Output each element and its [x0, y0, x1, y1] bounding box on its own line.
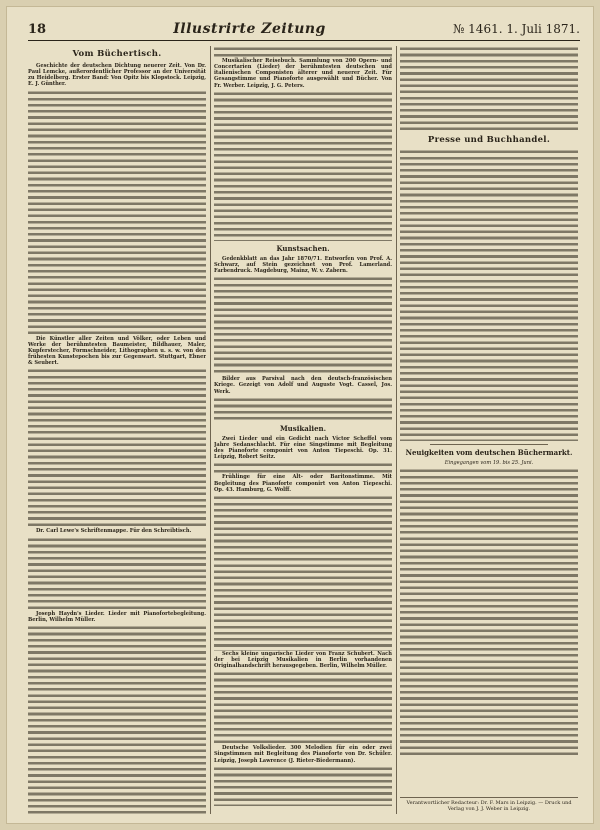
column-2 — [214, 46, 392, 816]
body-text — [214, 766, 392, 806]
body-text — [400, 46, 578, 132]
column-divider — [396, 46, 397, 814]
subsection-title-kunstsachen: Kunstsachen. — [276, 243, 330, 253]
body-text — [28, 625, 206, 816]
column-3 — [400, 46, 578, 816]
entry-heading: Zwei Lieder und ein Gedicht nach Victor Scheffel vom Jahre Sedanschlacht. Für eine Singstimme mit Begleitung des Pianoforte componirt von Anton Tiepeschi. Op. 31. Leipzig, Robert Seitz. — [214, 435, 392, 461]
body-text — [214, 495, 392, 651]
page-footer: Verantwortlicher Redacteur: Dr. F. Mars in Leipzig. — Druck und Verlag von J. J. Weber in Leipzig. — [400, 797, 578, 812]
entry-heading: Musikalischer Reisebuch. Sammlung von 200 Opern- und Concertarien (Lieder) der berühmtesten deutschen und italienischen Componisten älterer und neuerer Zeit. Für Gesangstimme und Pianoforte ausgewählt und Bücher. Von Fr. Werber. Leipzig, J. G. Peters. — [214, 58, 392, 89]
entry-heading: Gedenkblatt an das Jahr 1870/71. Entworfen von Prof. A. Schwarz, auf Stein gezeichnet von Prof. Lamerland. Farbendruck. Magdeburg, Mainz, W. v. Zabern. — [214, 255, 392, 275]
entry-heading: Geschichte der deutschen Dichtung neuerer Zeit. Von Dr. Paul Lemcke, außerordentlicher Professor an der Universität zu Heidelberg. Erster Band: Von Opitz bis Klopstock. Leipzig, E. J. Günther. — [28, 63, 206, 88]
book-list — [400, 468, 578, 758]
newspaper-title: Illustrirte Zeitung — [173, 21, 326, 37]
newspaper-page — [6, 6, 594, 824]
page-header — [28, 18, 580, 41]
column-1 — [28, 46, 206, 816]
column-divider — [210, 46, 211, 814]
subsection-title-musikalien: Musikalien. — [279, 423, 327, 433]
body-text — [214, 462, 392, 474]
body-text — [400, 149, 578, 441]
subsection-title-neuigkeiten: Neuigkeiten vom deutschen Büchermarkt. — [405, 448, 573, 457]
body-text — [214, 397, 392, 421]
entry-heading: Dr. Carl Lewe's Schriftenmappe. Für den Schreibtisch. — [36, 528, 192, 535]
body-text — [28, 537, 206, 611]
entry-heading: Sechs kleine ungarische Lieder von Franz Schubert. Nach der bei Leipzig Musikalien in Berlin vorhandenen Originalhandschrift herausgegeben. Berlin, Wilhelm Müller. — [214, 650, 392, 670]
subsection-note: Eingegangen vom 19. bis 25. Juni. — [444, 460, 534, 466]
body-text — [214, 46, 392, 58]
issue-info: № 1461. 1. Juli 1871. — [453, 22, 580, 36]
entry-heading: Die Künstler aller Zeiten und Völker, oder Leben und Werke der berühmtesten Baumeister, Bildhauer, Maler, Kupferstecher, Formschneider, Lithographen u. s. w. von den frühesten Kunstepochen bis zur Gegenwart. Stuttgart, Ebner & Seubert. — [28, 335, 206, 367]
page-number: 18 — [28, 21, 47, 37]
body-text — [214, 91, 392, 241]
entry-heading: Deutsche Volkslieder. 300 Melodien für ein oder zwei Singstimmen mit Begleitung des Pianoforte von Dr. Schüler. Leipzig, Joseph Lawrence (J. Rieter-Biedermann). — [214, 745, 392, 764]
body-text — [214, 276, 392, 376]
entry-heading: Bilder aus Parsival nach den deutsch-französischen Kriege. Gezeigt von Adolf und Auguste Vogt. Cassel, Jos. Werk. — [214, 376, 392, 395]
section-title-presse: Presse und Buchhandel. — [427, 135, 551, 145]
entry-heading: Joseph Haydn's Lieder. Lieder mit Pianofortebegleitung. Berlin, Wilhelm Müller. — [28, 610, 206, 623]
section-title-buechertisch: Vom Büchertisch. — [72, 49, 162, 59]
body-text — [214, 671, 392, 745]
body-text — [28, 90, 206, 336]
body-text — [28, 368, 206, 528]
entry-heading: Frühlinge für eine Alt- oder Baritonstimme. Mit Begleitung des Pianoforte componirt von Anton Tiepeschi. Op. 43. Hamburg, G. Wolff. — [214, 474, 392, 493]
divider — [430, 444, 548, 445]
